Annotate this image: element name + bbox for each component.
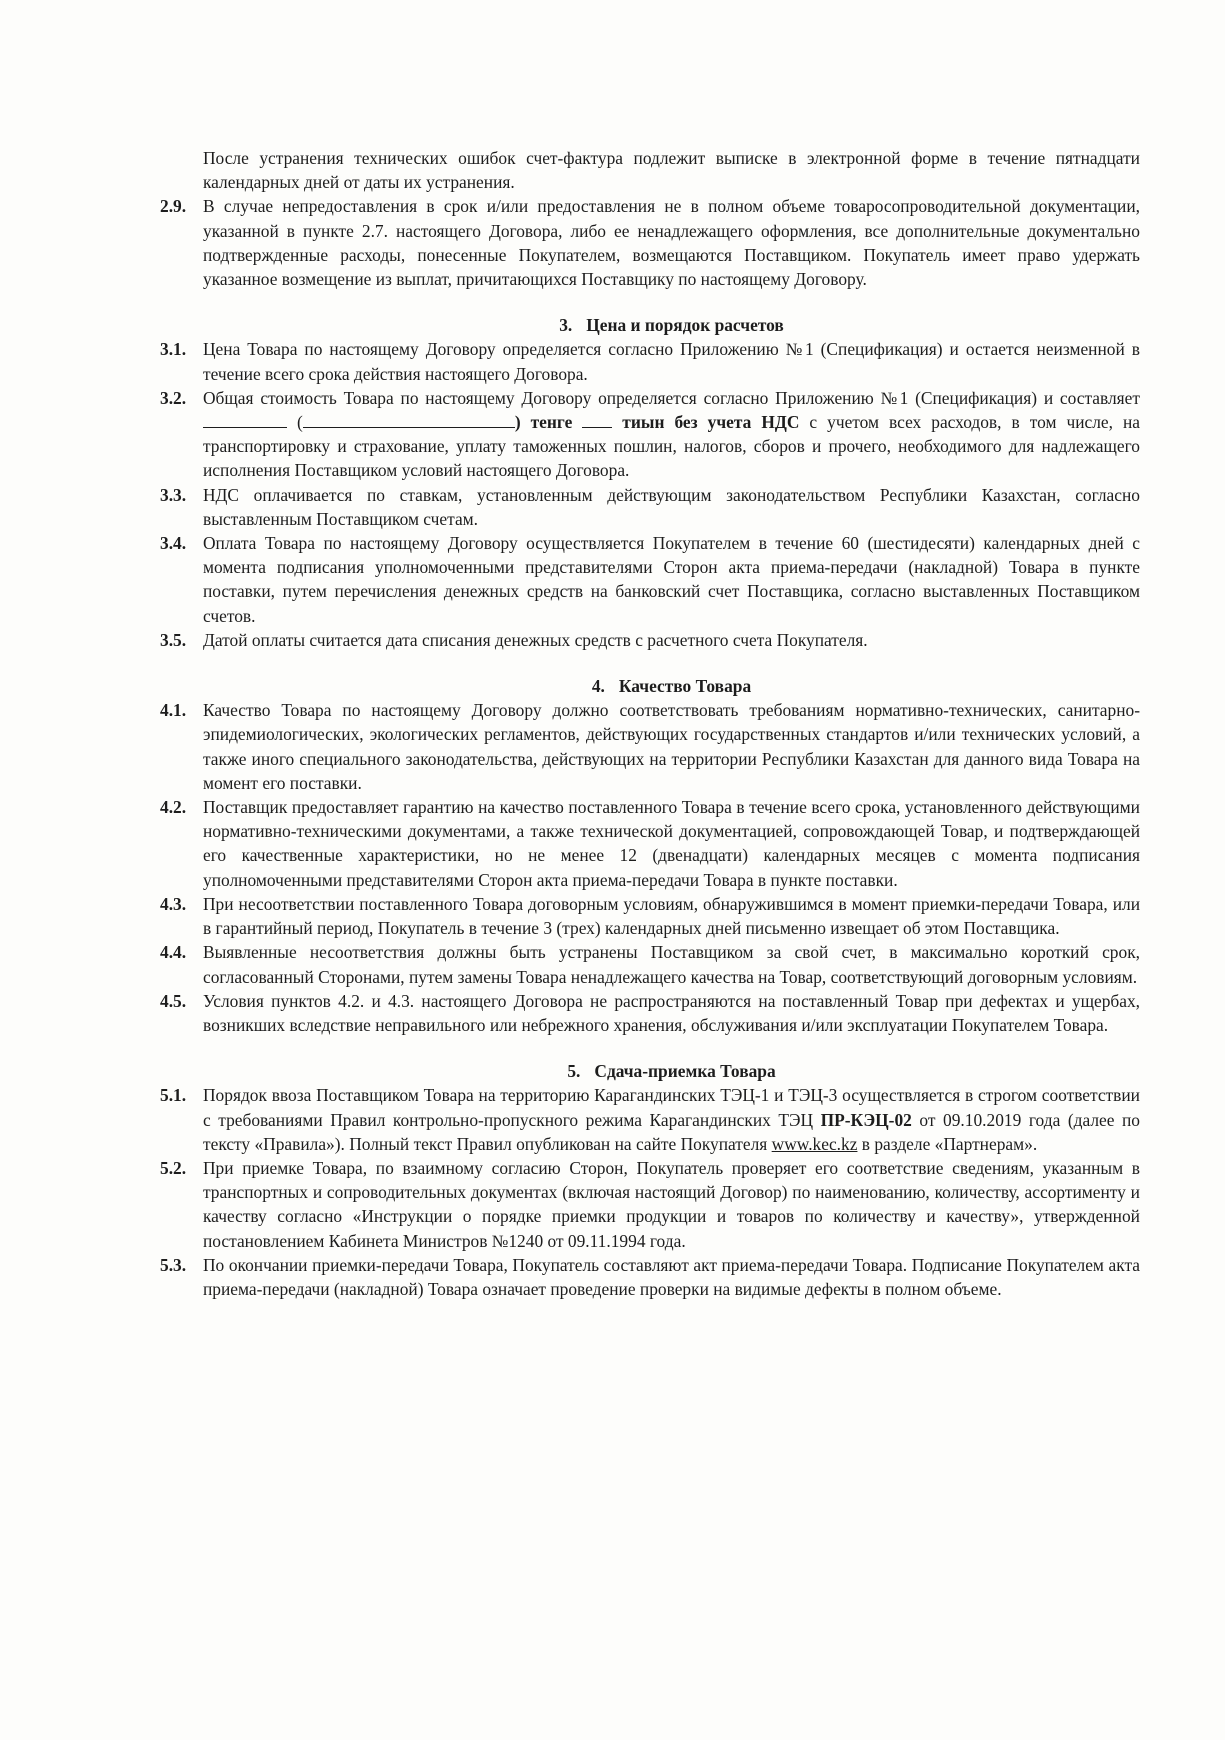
clause-text-part: от 09.10.2019 года (далее по тексту «Правила»). Полный текст Правил опубликован на сайте Покупателя [203,1109,1140,1154]
section-number: 3. [559,315,573,336]
clause-number: 3.4. [160,533,187,554]
paren-open: ( [287,412,303,433]
clause-5-2 [160,1156,1140,1253]
clause-number: 5.3. [160,1254,187,1275]
clause-text: По окончании приемки-передачи Товара, Покупатель составляют акт приема-передачи Товара. Подписание Покупателем акта приема-передачи (накладной) Товара означает проведение проверки на видимые дефекты в полном объеме. [203,1254,1140,1299]
clause-text: Цена Товара по настоящему Договору определяется согласно Приложению №1 (Спецификация) и остается неизменной в течение всего срока действия настоящего Договора. [203,339,1140,384]
clause-text-part: Порядок ввоза Поставщиком Товара на территорию Карагандинских ТЭЦ-1 и ТЭЦ-3 осуществляется в строгом соответствии с требованиями Правил контрольно-пропускного режима Карагандинских ТЭЦ [203,1085,1140,1130]
section-5-heading [160,1059,1140,1083]
clause-number: 5.1. [160,1085,187,1106]
clause-number: 3.5. [160,629,187,650]
document-body [160,146,1140,1301]
clause-number: 4.1. [160,700,187,721]
rules-code: ПР-КЭЦ-02 [820,1109,912,1130]
blank-amount-words [303,412,515,428]
section-title: Качество Товара [618,676,752,697]
clause-number: 5.2. [160,1157,187,1178]
website-link[interactable]: www.kec.kz [771,1133,858,1154]
clause-2-9 [160,194,1140,291]
clause-text-part: в разделе «Партнерам». [857,1133,1038,1154]
clause-number: 4.4. [160,942,187,963]
clause-4-5 [160,989,1140,1037]
clause-3-5 [160,628,1140,652]
clause-text: Качество Товара по настоящему Договору должно соответствовать требованиям нормативно-технических, санитарно-эпидемиологических, экологических регламентов, действующих государственных стандартов и/или технических условий, а также иного специального законодательства, действующих на территории Республики Казахстан для данного вида Товара на момент его поставки. [203,700,1140,793]
section-number: 4. [591,676,605,697]
clause-number: 4.5. [160,990,187,1011]
blank-amount-digits [203,412,287,428]
clause-text: НДС оплачивается по ставкам, установленным действующим законодательством Республики Казахстан, согласно выставленным Поставщиком счетам. [203,484,1140,529]
section-title: Сдача-приемка Товара [594,1061,776,1082]
clause-text: При несоответствии поставленного Товара договорным условиям, обнаружившимся в момент приемки-передачи Товара, или в гарантийный период, Покупатель в течение 3 (трех) календарных дней письменно извещает об этом Поставщика. [203,893,1140,939]
clause-3-4 [160,531,1140,628]
clause-text [203,386,1140,483]
section-title: Цена и порядок расчетов [586,315,784,336]
section-3-heading [160,313,1140,337]
clause-number: 3.2. [160,387,187,408]
clause-5-3 [160,1253,1140,1301]
currency-tenge: тенге [520,412,583,433]
clause-text: Датой оплаты считается дата списания денежных средств с расчетного счета Покупателя. [203,629,868,650]
intro-paragraph: После устранения технических ошибок счет-фактура подлежит выписке в электронной форме в течение пятнадцати календарных дней от даты их устранения. [203,148,1140,193]
clause-text-part: с учетом всех расходов, в том числе, на транспортировку и страхование, уплату таможенных пошлин, налогов, сборов и прочего, необходимого для надлежащего исполнения Поставщиком условий настоящего Договора. [203,412,1141,481]
clause-5-1 [160,1083,1140,1156]
section-4-heading [160,674,1140,698]
clause-number: 4.3. [160,893,187,914]
clause-4-4 [160,940,1140,988]
clause-number: 4.2. [160,797,187,818]
section-number: 5. [567,1061,581,1082]
clause-text: В случае непредоставления в срок и/или предоставления не в полном объеме товаросопроводительной документации, указанной в пункте 2.7. настоящего Договора, либо ее ненадлежащего оформления, все дополнительные документально подтвержденные расходы, понесенные Покупателем, возмещаются Поставщиком. Покупатель имеет право удержать указанное возмещение из выплат, причитающихся Поставщику по настоящему Договору. [203,196,1140,290]
blank-tiyn [582,412,612,428]
clause-number: 3.3. [160,484,187,505]
clause-text: Поставщик предоставляет гарантию на качество поставленного Товара в течение всего срока, установленного действующими нормативно-техническими документами, а также технической документацией, сопровождающей Товар, и подтверждающей его качественные характеристики, но не менее 12 (двенадцати) календарных месяцев с момента подписания уполномоченными представителями Сторон акта приема-передачи Товара в пункте поставки. [203,797,1140,890]
clause-number: 3.1. [160,339,187,360]
clause-3-3 [160,483,1140,531]
tiyn-without-vat: тиын без учета НДС [612,412,800,433]
clause-text-part: Общая стоимость Товара по настоящему Договору определяется согласно Приложению №1 (Спецификация) и составляет [203,387,1140,408]
clause-text: Выявленные несоответствия должны быть устранены Поставщиком за свой счет, в максимально короткий срок, согласованный Сторонами, путем замены Товара ненадлежащего качества на Товар, соответствующий договорным условиям. [203,942,1140,987]
clause-4-2 [160,795,1140,892]
clause-number: 2.9. [160,196,187,217]
clause-3-1 [160,337,1140,385]
clause-text: Оплата Товара по настоящему Договору осуществляется Покупателем в течение 60 (шестидесяти) календарных дней с момента подписания уполномоченными представителями Сторон акта приема-передачи (накладной) Товара в пункте поставки, путем перечисления денежных средств на банковский счет Поставщика, согласно выставленных Поставщиком счетов. [203,533,1140,626]
clause-text: При приемке Товара, по взаимному согласию Сторон, Покупатель проверяет его соответствие сведениям, указанным в транспортных и сопроводительных документах (включая настоящий Договор) по наименованию, количеству, ассортименту и качеству согласно «Инструкции о порядке приемки продукции и товаров по количеству и качеству», утвержденной постановлением Кабинета Министров №1240 от 09.11.1994 года. [203,1157,1140,1251]
clause-4-3 [160,892,1140,940]
clause-4-1 [160,698,1140,795]
clause-text: Условия пунктов 4.2. и 4.3. настоящего Договора не распространяются на поставленный Товар при дефектах и ущербах, возникших вследствие неправильного или небрежного хранения, обслуживания и/или эксплуатации Покупателем Товара. [203,990,1140,1035]
clause-text [203,1083,1140,1156]
paren-close: ) [514,412,521,433]
clause-3-2 [160,386,1140,483]
